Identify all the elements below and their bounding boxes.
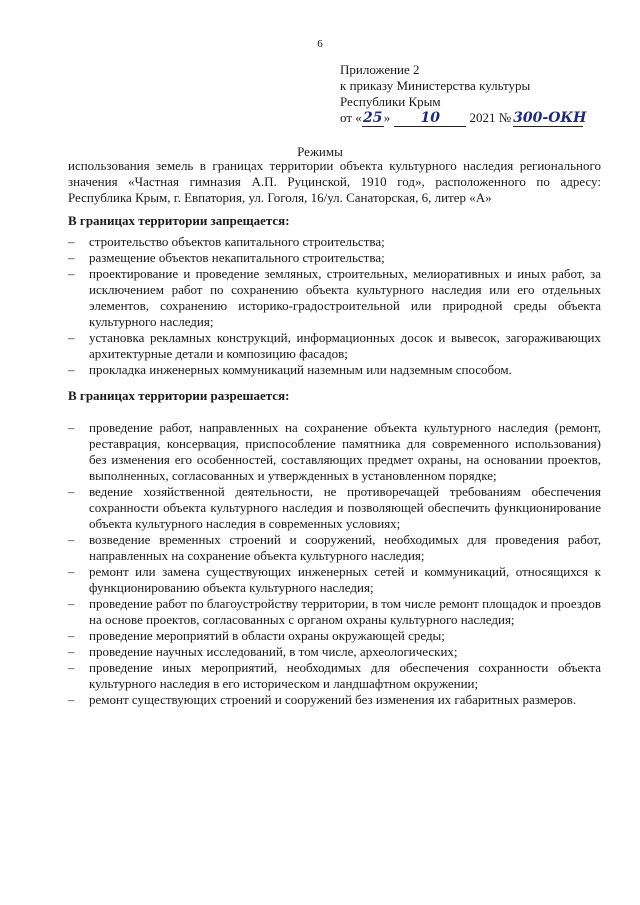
appendix-header (340, 62, 630, 127)
list-item: – проектирование и проведение земляных, строительных, мелиоративных и иных работ, за исключением работ по сохранению объекта культурного наследия или его отдельных элементов, сохранению историко-градостроительной или природной среды объекта культурного наследия; (68, 266, 601, 329)
list-item: – проведение иных мероприятий, необходимых для обеспечения сохранности объекта культурного наследия в его историческом и ландшафтном окружении; (68, 660, 601, 691)
list-item: – проведение научных исследований, в том числе, археологических; (68, 644, 458, 659)
dash-marker: – (68, 362, 75, 377)
dash-marker: – (68, 564, 75, 579)
list-item: – возведение временных строений и сооружений, необходимых для проведения работ, направленных на сохранение объекта культурного наследия; (68, 532, 601, 563)
dash-marker: – (68, 330, 75, 345)
page-number: 6 (317, 38, 323, 50)
handwritten-day: 25 (363, 110, 383, 126)
list-item: – ведение хозяйственной деятельности, не противоречащей требованиям обеспечения сохранности объекта культурного наследия и позволяющей обеспечить функционирование объекта культурного наследия в современных условиях; (68, 484, 601, 531)
allowed-heading: В границах территории разрешается: (68, 388, 290, 403)
appendix-line-1: Приложение 2 (340, 62, 420, 77)
dash-marker: – (68, 532, 75, 547)
dash-marker: – (68, 234, 75, 249)
dash-marker: – (68, 420, 75, 435)
list-item: – проведение мероприятий в области охраны окружающей среды; (68, 628, 445, 643)
date-prefix: от « (340, 110, 362, 125)
dash-marker: – (68, 484, 75, 499)
handwritten-order-number: 300-ОКН (513, 110, 587, 126)
dash-marker: – (68, 644, 75, 659)
prohibited-heading: В границах территории запрещается: (68, 213, 290, 228)
list-item: – проведение работ, направленных на сохранение объекта культурного наследия (ремонт, реставрация, консервация, приспособление памятника для современного использования) без изменения его особенностей, составляющих предмет охраны, на основании проектов, выполненных, согласованных и утвержденных в установленном порядке; (68, 420, 601, 483)
dash-marker: – (68, 596, 75, 611)
dash-marker: – (68, 692, 75, 707)
allowed-list (68, 420, 601, 708)
list-item: – проведение работ по благоустройству территории, в том числе ремонт площадок и проездов на основе проектов, согласованных с органом охраны культурного наследия; (68, 596, 601, 627)
dash-marker: – (68, 660, 75, 675)
year-label: 2021 № (469, 110, 512, 125)
list-item: – строительство объектов капитального строительства; (68, 234, 385, 249)
list-item: – ремонт существующих строений и сооружений без изменения их габаритных размеров. (68, 692, 577, 707)
appendix-date-line (340, 110, 630, 127)
list-item: – размещение объектов некапитального строительства; (68, 250, 385, 265)
handwritten-month: 10 (394, 110, 466, 127)
document-title: Режимы (297, 144, 343, 159)
dash-marker: – (68, 266, 75, 281)
dash-marker: – (68, 250, 75, 265)
dash-marker: – (68, 628, 75, 643)
document-subtitle: использования земель в границах территории объекта культурного наследия регионального значения «Частная гимназия А.П. Руцинской, 1910 год», расположенного по адресу: Республика Крым, г. Евпатория, ул. Гоголя, 16/ул. Санаторская, 6, литер «А» (68, 158, 601, 205)
list-item: – установка рекламных конструкций, информационных досок и вывесок, загораживающих архитектурные детали и композицию фасадов; (68, 330, 601, 361)
appendix-line-3: Республики Крым (340, 94, 441, 109)
prohibited-list (68, 234, 601, 378)
appendix-line-2: к приказу Министерства культуры (340, 78, 531, 93)
list-item: – ремонт или замена существующих инженерных сетей и коммуникаций, относящихся к функционированию объекта культурного наследия; (68, 564, 601, 595)
list-item: – прокладка инженерных коммуникаций наземным или надземным способом. (68, 362, 512, 377)
quote-close: » (383, 110, 391, 125)
